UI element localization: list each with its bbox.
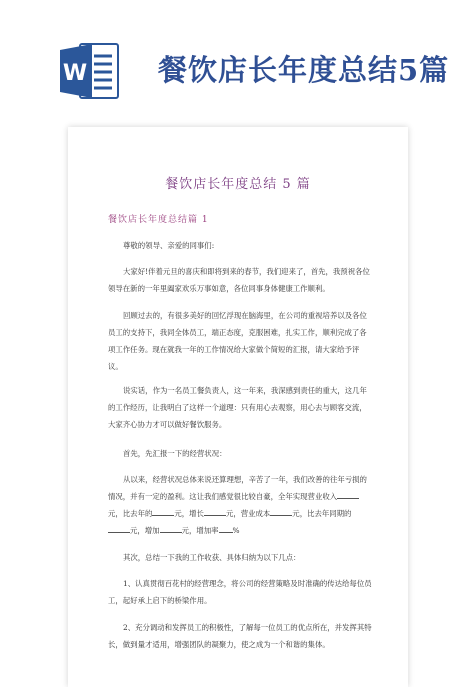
paragraph-2: 回顾过去的，有很多美好的回忆浮现在脑海里，在公司的重视培养以及各位员工的支持下，我同全体员工，端正态度，克服困难，扎实工作，顺利完成了各项工作任务。现在就我一年的工作情况给大家做个简短的汇报，请大家给予评议。 — [108, 311, 367, 371]
document-page — [68, 127, 408, 687]
blank-field — [219, 524, 233, 533]
p5-text-h: % — [232, 526, 240, 535]
document-title: 餐饮店长年度总结 5 篇 — [165, 177, 311, 192]
paragraph-5 — [108, 471, 372, 539]
banner-header — [0, 0, 474, 120]
p5-text-g: 元，增加率 — [181, 526, 219, 535]
paragraph-7: 1、认真贯彻百花村的经营理念，将公司的经营策略及时准确的传达给每位员工，起好承上启下的桥梁作用。 — [108, 579, 372, 605]
word-document-icon — [60, 40, 120, 102]
blank-field — [204, 507, 226, 516]
blank-field — [337, 490, 359, 499]
paragraph-1: 大家好!伴着元旦的喜庆和即将到来的春节，我们迎来了，首先，我预祝各位领导在新的一年里阖家欢乐万事如意，各位同事身体健康工作顺利。 — [108, 267, 370, 293]
section-heading: 餐饮店长年度总结篇 1 — [108, 215, 209, 225]
blank-field — [160, 524, 182, 533]
banner-title: 餐饮店长年度总结5篇 — [158, 53, 450, 87]
greeting: 尊敬的领导、亲爱的同事们: — [123, 241, 215, 250]
p5-text-b: 元，比去年的 — [108, 509, 153, 518]
paragraph-6: 其次，总结一下我的工作收获、具体归纳为以下几点： — [123, 553, 301, 562]
p5-text-e: 元，比去年同期的 — [292, 509, 352, 518]
paragraph-4: 首先，先汇报一下的经营状况： — [123, 449, 227, 458]
p5-text-a: 从以来，经营状况总体来说还算理想，辛苦了一年，我们改善的往年亏损的情况，并有一定的盈利。这让我们感觉很比较自豪，全年实现营业收入 — [108, 475, 367, 501]
blank-field — [152, 507, 174, 516]
p5-text-d: 元，营业成本 — [225, 509, 271, 518]
blank-field — [270, 507, 292, 516]
logo-letter: W — [62, 61, 88, 86]
paragraph-8: 2、充分调动和发挥员工的积极性，了解每一位员工的优点所在，并发挥其特长，做到量才适用，增强团队的凝聚力，使之成为一个和谐的集体。 — [108, 623, 372, 649]
paragraph-3: 说实话，作为一名员工餐负责人，这一年来，我深感到责任的重大，这几年的工作经历，让我明白了这样一个道理：只有用心去观察，用心去与顾客交流，大家齐心协力才可以做好餐饮服务。 — [108, 386, 367, 429]
p5-text-f: 元，增加 — [130, 526, 160, 535]
p5-text-c: 元，增长 — [174, 509, 204, 518]
blank-field — [108, 524, 130, 533]
